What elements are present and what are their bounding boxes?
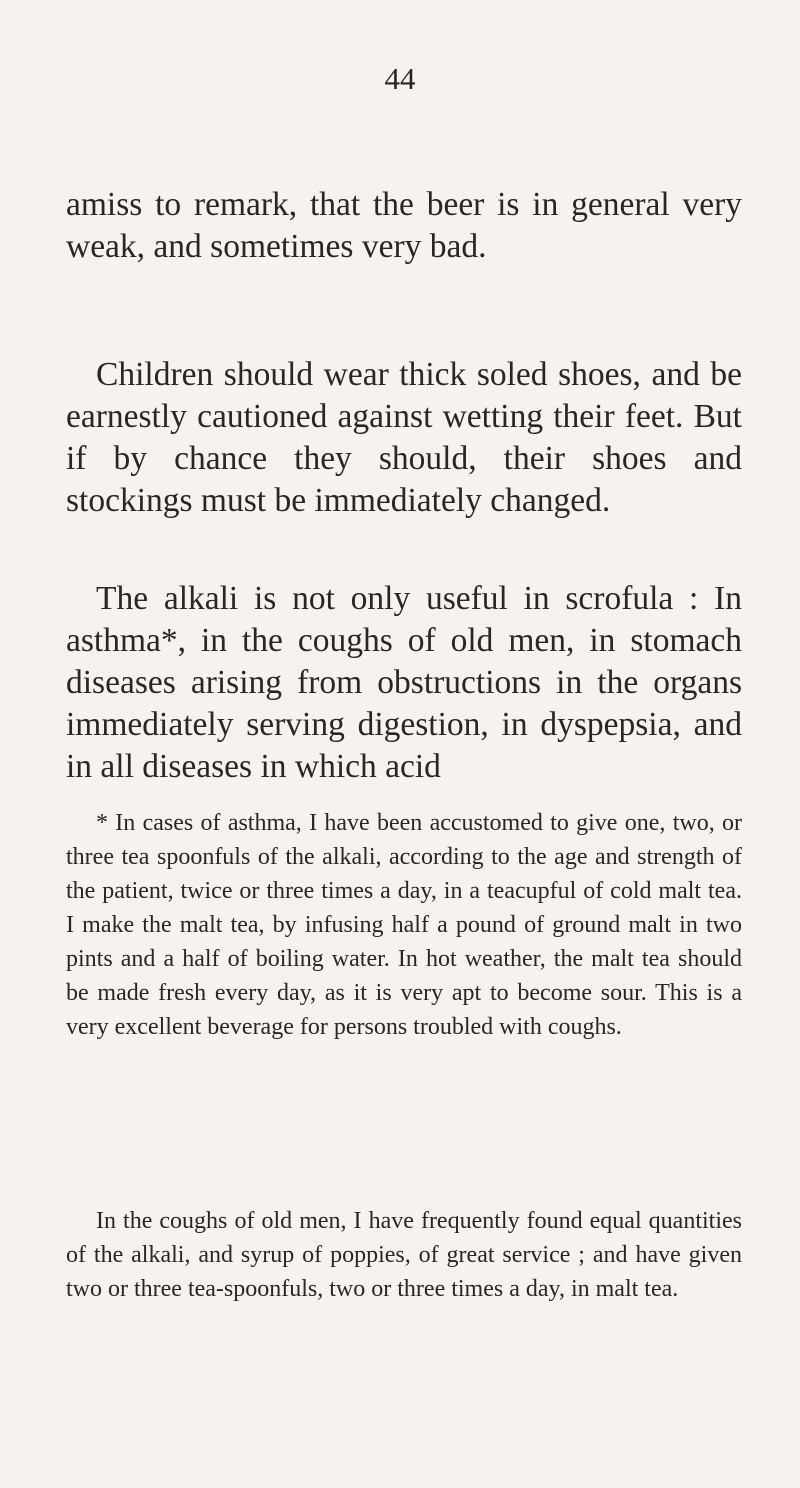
footnote-asthma bbox=[66, 806, 742, 1044]
footnote-text: * In cases of asthma, I have been accustomed to give one, two, or three tea spoonfuls of the alkali, according to the age and strength of the patient, twice or three times a day, in a teacupful of cold malt tea. I make the malt tea, by infusing half a pound of ground malt in two pints and a half of boiling water. In hot weather, the malt tea should be made fresh every day, as it is very apt to become sour. This is a very excellent beverage for persons troubled with coughs. bbox=[66, 810, 742, 1040]
paragraph-text: Children should wear thick soled shoes, and be earnestly cautioned against wetting their feet. But if by chance they should, their shoes and stockings must be immediately changed. bbox=[66, 356, 742, 519]
paragraph-children-shoes bbox=[66, 354, 742, 522]
footnote-coughs bbox=[66, 1204, 742, 1306]
paragraph-text: amiss to remark, that the beer is in general very weak, and sometimes very bad. bbox=[66, 186, 742, 265]
footnote-text: In the coughs of old men, I have frequently found equal quantities of the alkali, and syrup of poppies, of great service ; and have given two or three tea-spoonfuls, two or three times a day, in malt tea. bbox=[66, 1208, 742, 1302]
paragraph-text: The alkali is not only useful in scrofula : In asthma*, in the coughs of old men, in stomach diseases arising from obstructions in the organs immediately serving digestion, in dyspepsia, and in all diseases in which acid bbox=[66, 580, 742, 785]
paragraph-continuation bbox=[66, 184, 742, 268]
page-number: 44 bbox=[384, 61, 416, 96]
paragraph-alkali bbox=[66, 578, 742, 788]
